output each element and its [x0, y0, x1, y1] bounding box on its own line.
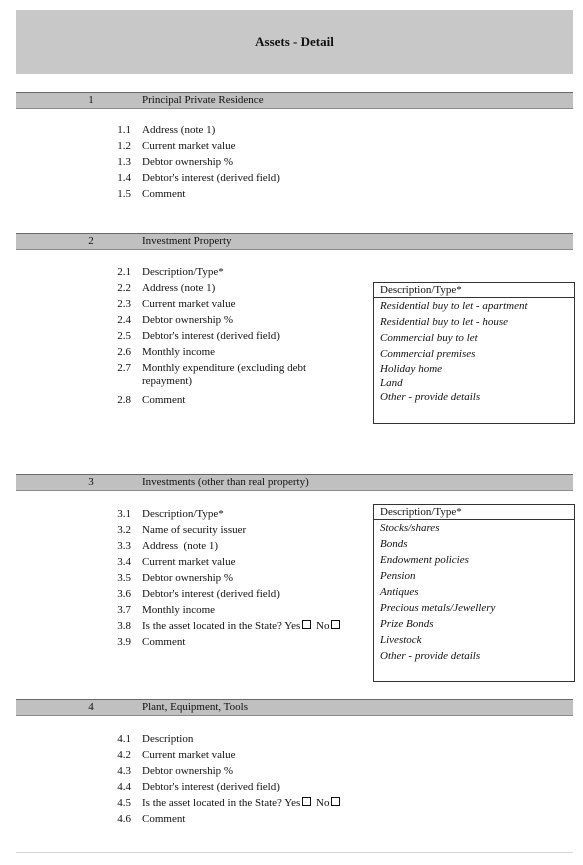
item-label: Debtor ownership %	[142, 572, 234, 584]
yes-checkbox[interactable]	[302, 620, 311, 629]
item-number: 2.5	[117, 330, 131, 342]
item-label: Debtor's interest (derived field)	[142, 330, 280, 342]
type-option: Commercial buy to let	[380, 332, 478, 344]
item-label: Debtor ownership %	[142, 765, 234, 777]
item-label: Is the asset located in the State?	[142, 620, 282, 632]
item-number: 3.2	[117, 524, 131, 536]
description-type-header: Description/Type*	[374, 505, 574, 520]
type-option: Residential buy to let - apartment	[380, 300, 528, 312]
no-checkbox[interactable]	[331, 620, 340, 629]
section-1-header	[16, 92, 573, 109]
item-label: Address (note 1)	[142, 540, 219, 552]
item-number: 4.3	[117, 765, 131, 777]
type-option: Stocks/shares	[380, 522, 440, 534]
item-label: Comment	[142, 813, 186, 825]
type-option: Endowment policies	[380, 554, 469, 566]
page-title-text: Assets - Detail	[255, 34, 334, 49]
item-number: 3.3	[117, 540, 131, 552]
item-label: Description	[142, 733, 194, 745]
type-option: Bonds	[380, 538, 408, 550]
type-option: Commercial premises	[380, 348, 476, 360]
item-number: 3.1	[117, 508, 131, 520]
page-title	[16, 10, 573, 74]
section-number: 4	[88, 701, 94, 713]
type-option: Land	[380, 377, 403, 389]
item-number: 2.2	[117, 282, 131, 294]
item-number: 1.2	[117, 140, 131, 152]
type-option: Livestock	[380, 634, 422, 646]
yes-checkbox[interactable]	[302, 797, 311, 806]
item-label: Comment	[142, 188, 186, 200]
item-label: Is the asset located in the State?	[142, 797, 282, 809]
footer-divider	[16, 852, 573, 853]
item-label: Debtor's interest (derived field)	[142, 172, 280, 184]
section-title: Investment Property	[142, 235, 232, 247]
section-number: 3	[88, 476, 94, 488]
section-number: 2	[88, 235, 94, 247]
type-option: Residential buy to let - house	[380, 316, 508, 328]
item-number: 4.5	[117, 797, 131, 809]
item-label: Monthly expenditure (excluding debt repayment)	[142, 362, 307, 387]
location-question	[142, 797, 402, 810]
item-number: 3.6	[117, 588, 131, 600]
type-option: Precious metals/Jewellery	[380, 602, 496, 614]
type-option: Prize Bonds	[380, 618, 434, 630]
item-number: 4.6	[117, 813, 131, 825]
item-number: 2.6	[117, 346, 131, 358]
item-label: Address (note 1)	[142, 282, 216, 294]
no-label: No	[316, 797, 330, 809]
item-label: Current market value	[142, 749, 236, 761]
item-number: 3.5	[117, 572, 131, 584]
yes-label: Yes	[284, 797, 301, 809]
yes-label: Yes	[284, 620, 301, 632]
type-option: Holiday home	[380, 363, 443, 375]
item-label: Debtor's interest (derived field)	[142, 781, 280, 793]
item-label: Debtor's interest (derived field)	[142, 588, 280, 600]
item-number: 1.3	[117, 156, 131, 168]
item-number: 4.2	[117, 749, 131, 761]
item-number: 4.1	[117, 733, 131, 745]
item-number: 3.7	[117, 604, 131, 616]
item-label: Monthly income	[142, 346, 216, 358]
item-number: 1.1	[117, 124, 131, 136]
type-option: Antiques	[380, 586, 419, 598]
item-number: 2.3	[117, 298, 131, 310]
no-checkbox[interactable]	[331, 797, 340, 806]
section-title: Investments (other than real property)	[142, 476, 309, 488]
section-3-header	[16, 474, 573, 491]
item-number: 3.4	[117, 556, 131, 568]
description-type-box	[373, 504, 575, 682]
type-option: Pension	[380, 570, 416, 582]
item-label: Comment	[142, 636, 186, 648]
item-label: Current market value	[142, 556, 236, 568]
item-number: 2.4	[117, 314, 131, 326]
item-label: Description/Type*	[142, 508, 224, 520]
item-label: Name of security issuer	[142, 524, 247, 536]
location-question	[142, 620, 382, 633]
item-number: 1.5	[117, 188, 131, 200]
item-number: 2.7	[117, 362, 131, 374]
section-4-header	[16, 699, 573, 716]
description-type-header: Description/Type*	[374, 283, 574, 298]
item-label: Address (note 1)	[142, 124, 216, 136]
description-type-box	[373, 282, 575, 424]
type-option: Other - provide details	[380, 650, 481, 662]
item-number: 4.4	[117, 781, 131, 793]
item-number: 2.1	[117, 266, 131, 278]
item-number: 3.8	[117, 620, 131, 632]
item-label: Current market value	[142, 140, 236, 152]
item-label: Debtor ownership %	[142, 314, 234, 326]
item-label: Current market value	[142, 298, 236, 310]
item-label: Monthly income	[142, 604, 216, 616]
item-label: Description/Type*	[142, 266, 224, 278]
section-title: Principal Private Residence	[142, 94, 264, 106]
item-label: Comment	[142, 394, 186, 406]
type-option: Other - provide details	[380, 391, 481, 403]
section-title: Plant, Equipment, Tools	[142, 701, 248, 713]
section-number: 1	[88, 94, 94, 106]
item-number: 3.9	[117, 636, 131, 648]
item-number: 1.4	[117, 172, 131, 184]
item-number: 2.8	[117, 394, 131, 406]
item-label: Debtor ownership %	[142, 156, 234, 168]
section-2-header	[16, 233, 573, 250]
no-label: No	[316, 620, 330, 632]
